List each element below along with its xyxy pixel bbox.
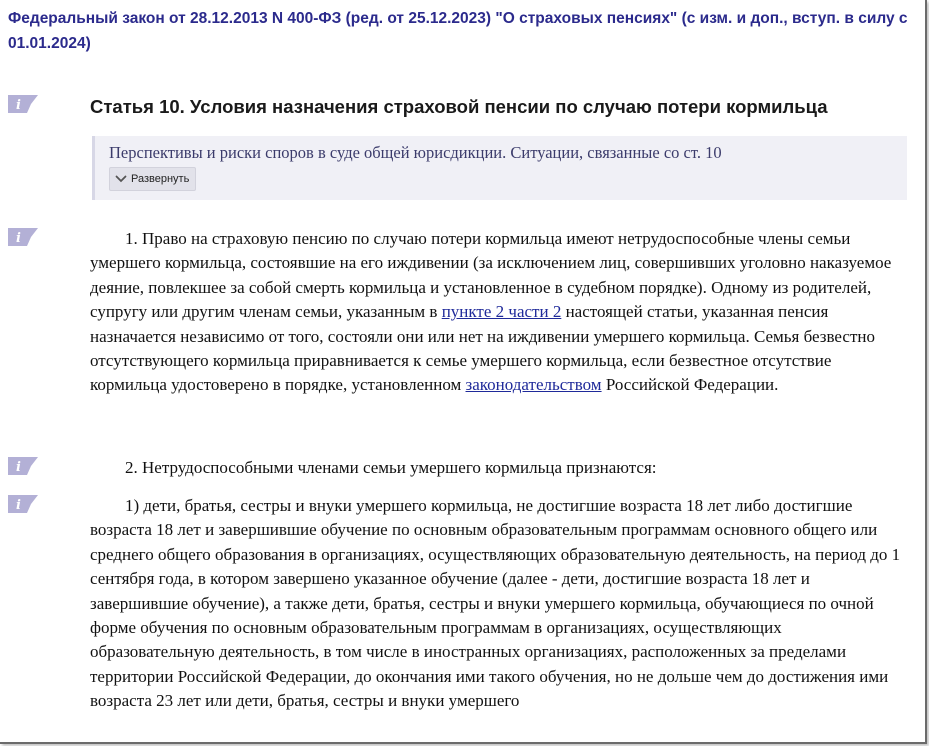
link-legislation[interactable]: законодательством (465, 375, 602, 395)
article-title: Статья 10. Условия назначения страховой пенсии по случаю потери кормильца (90, 96, 828, 117)
svg-text:i: i (16, 460, 21, 475)
info-flag-icon[interactable] (7, 94, 39, 114)
paragraph-1 (90, 227, 905, 398)
svg-text:i: i (16, 98, 21, 113)
document-title: Федеральный закон от 28.12.2013 N 400-ФЗ (ред. от 25.12.2023) "О страховых пенсиях" (с изм. и доп., вступ. в силу с 01.01.2024) (8, 10, 908, 52)
related-note-box (92, 136, 907, 200)
chevron-down-icon (115, 175, 127, 183)
paragraph-2: 2. Нетрудоспособными членами семьи умершего кормильца признаются: (125, 458, 657, 477)
paragraph-1-text-b: настоящей статьи, указанная пенсия назначается независимо от того, состояли они или нет на иждивении умершего кормильца. Семья безвестно отсутствующего кормильца приравнивается к семье умершего кормильца, если безвестное отсутствие кормильца удостоверено в порядке, установленном (90, 302, 875, 395)
paragraph-1-text-a: 1. Право на страховую пенсию по случаю потери кормильца имеют нетрудоспособные члены семьи умершего кормильца, состоявшие на его иждивении (за исключением лиц, совершивших уголовно наказуемое деяние, повлекшее за собой смерть кормильца и установленное в судебном порядке). Одному из родителей, супругу или другим членам семьи, указанным в (90, 229, 892, 322)
info-flag-icon[interactable] (7, 227, 39, 247)
expand-button-label: Развернуть (131, 173, 190, 185)
info-flag-icon[interactable] (7, 456, 39, 476)
svg-text:i: i (16, 231, 21, 246)
info-flag-icon[interactable] (7, 494, 39, 514)
related-note-text[interactable]: Перспективы и риски споров в суде общей юрисдикции. Ситуации, связанные со ст. 10 (109, 143, 722, 162)
expand-button[interactable] (109, 167, 196, 191)
svg-text:i: i (16, 498, 21, 513)
paragraph-3: 1) дети, братья, сестры и внуки умершего кормильца, не достигшие возраста 18 лет либо достигшие возраста 18 лет и завершившие обучение по основным образовательным программам основного общего или среднего общего образования в организациях, осуществляющих образовательную деятельность, на период до 1 сентября года, в котором завершено указанное обучение (далее - дети, достигшие возраста 18 лет и завершившие обучение), а также дети, братья, сестры и внуки умершего кормильца, обучающиеся по очной форме обучения по основным образовательным программам в организациях, осуществляющих образовательную деятельность, в том числе в иностранных организациях, расположенных за пределами территории Российской Федерации, до окончания ими такого обучения, но не дольше чем до достижения ими возраста 23 лет или дети, братья, сестры и внуки умершего (90, 496, 901, 711)
paragraph-1-text-c: Российской Федерации. (601, 375, 779, 395)
link-paragraph-2-part-2[interactable]: пункте 2 части 2 (441, 302, 562, 322)
